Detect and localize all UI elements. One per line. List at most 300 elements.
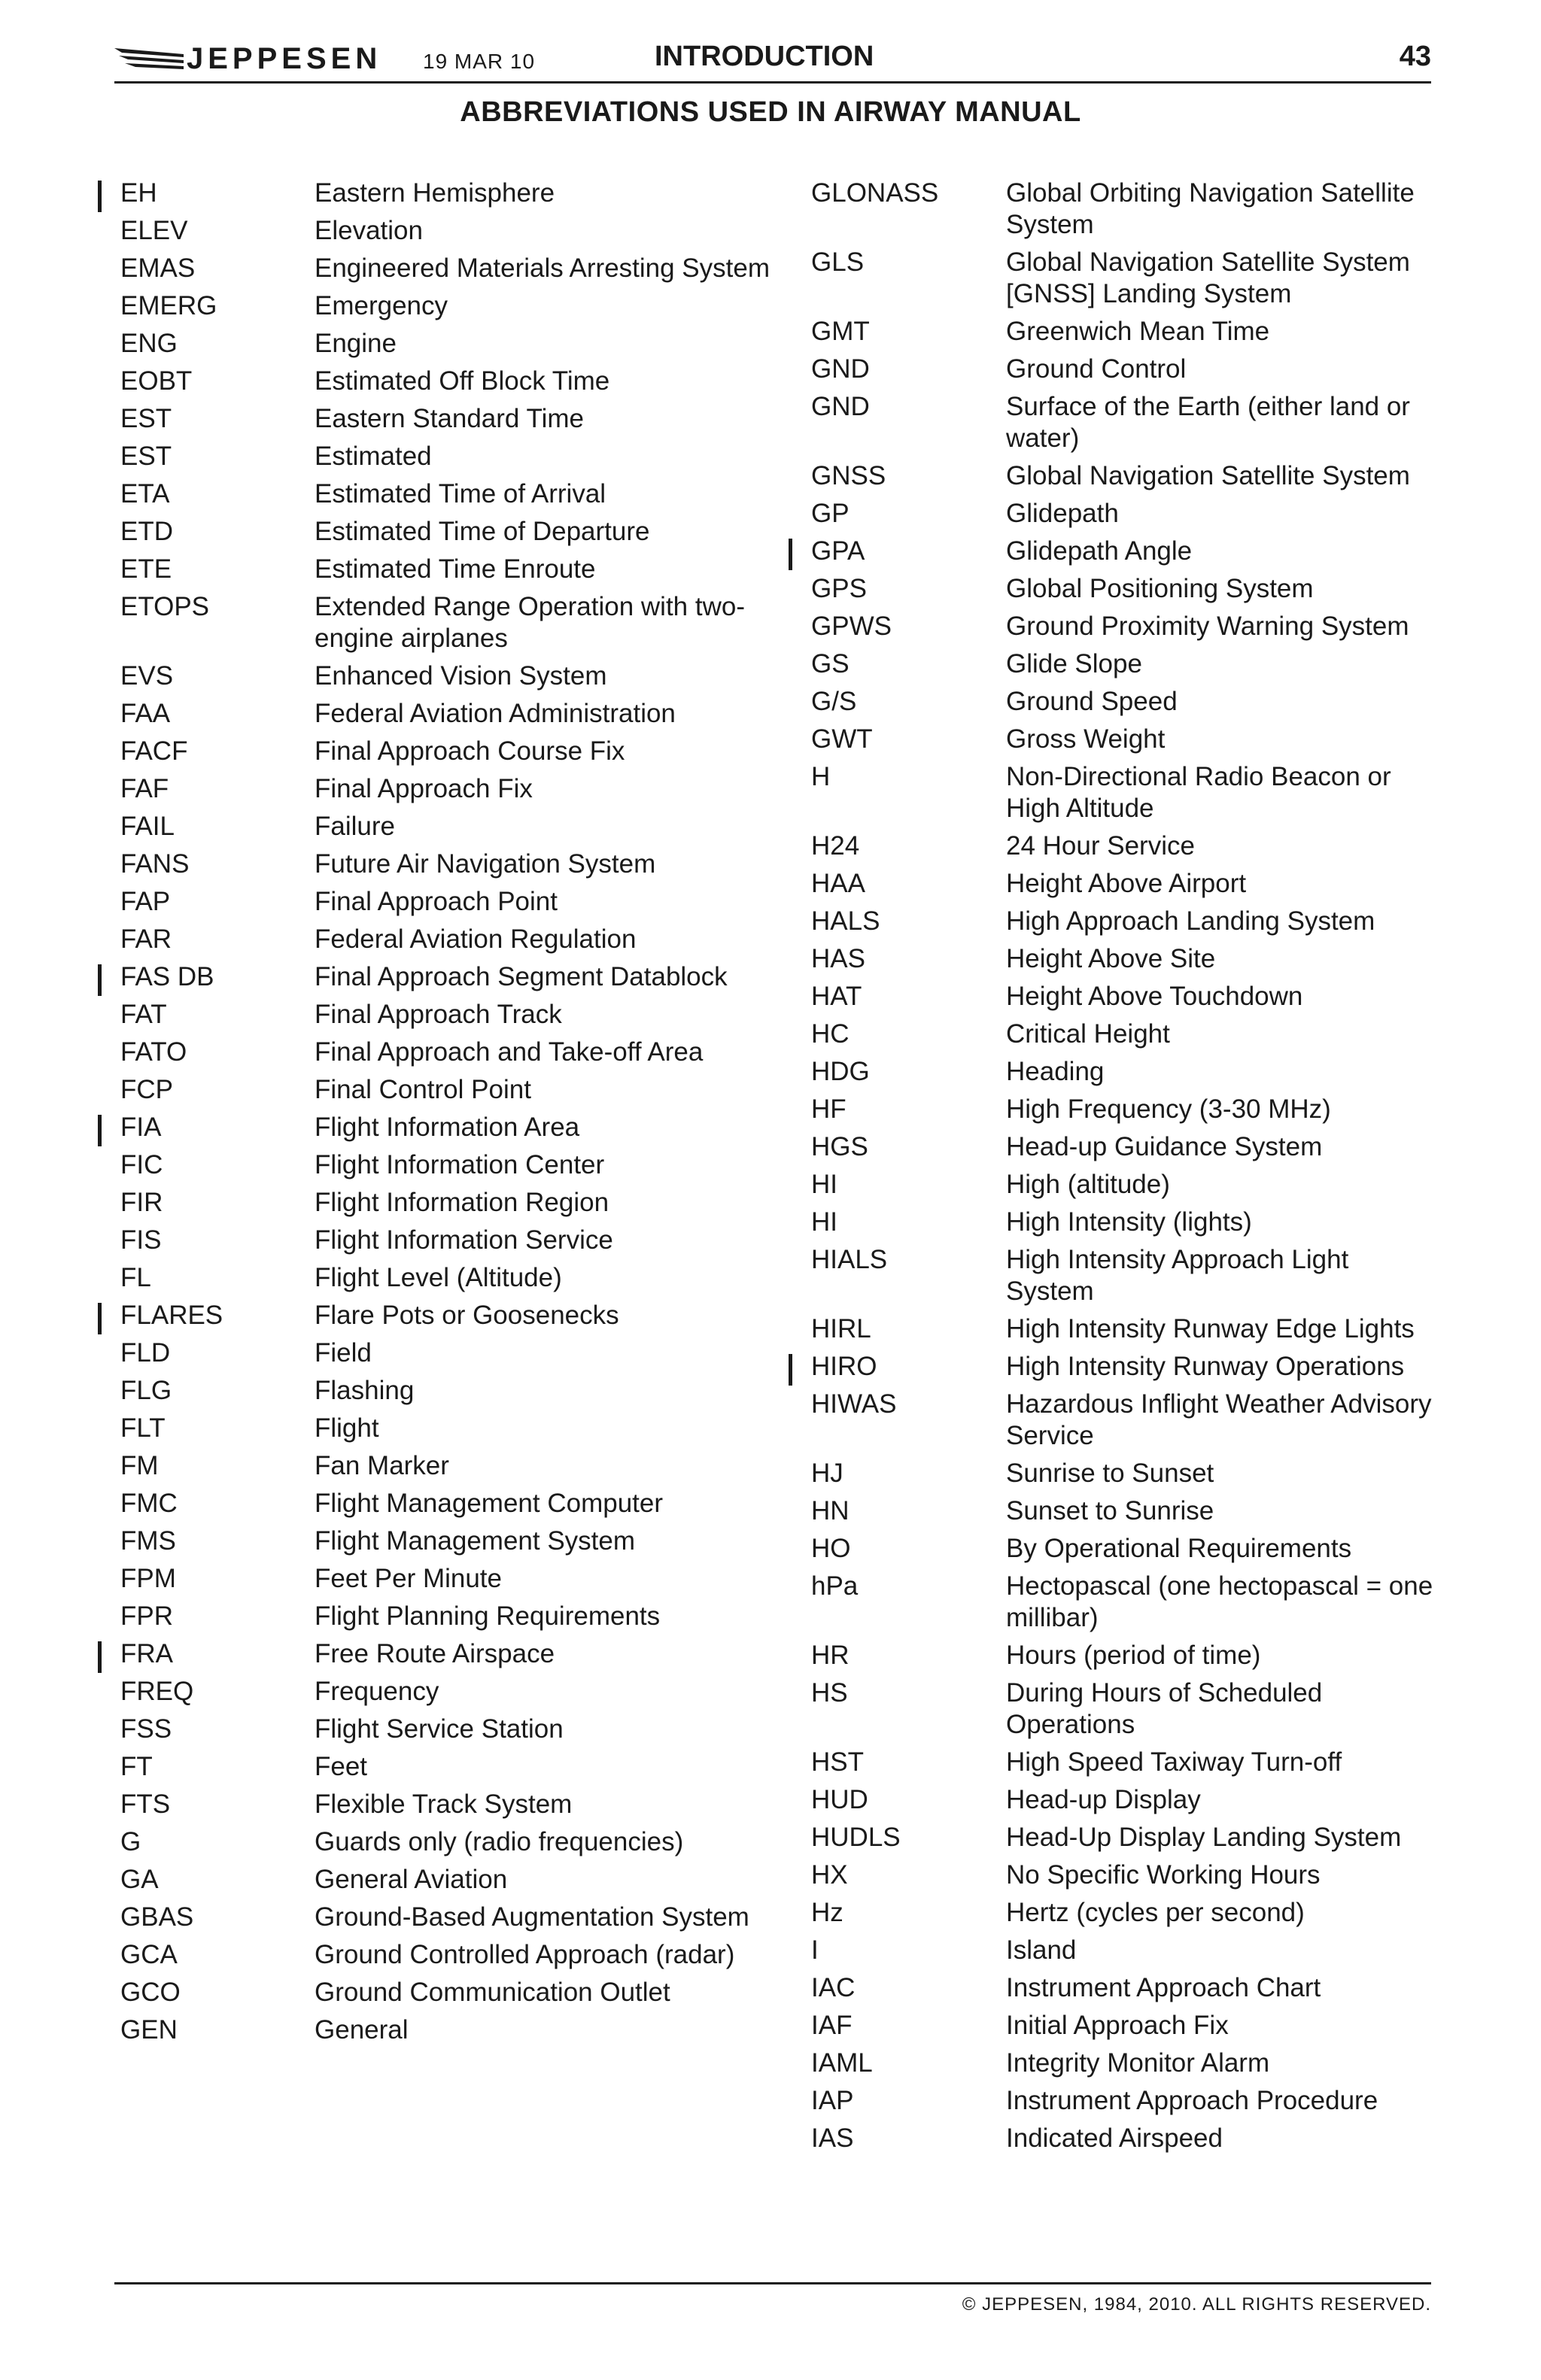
abbreviation: HGS bbox=[811, 1132, 868, 1161]
abbreviation-meaning: Flight Information Area bbox=[315, 1113, 580, 1142]
abbreviation-meaning: Ground Proximity Warning System bbox=[1006, 612, 1409, 641]
abbreviation-meaning: Critical Height bbox=[1006, 1019, 1170, 1049]
abbreviation: FANS bbox=[120, 849, 190, 879]
revision-date: 19 MAR 10 bbox=[423, 50, 536, 73]
abbreviation-row bbox=[811, 1389, 1443, 1452]
abbreviation-meaning: Flight bbox=[315, 1413, 379, 1443]
abbreviation: GPS bbox=[811, 574, 867, 603]
abbreviation: ETD bbox=[120, 517, 173, 546]
abbreviation: EST bbox=[120, 404, 172, 433]
abbreviation-row bbox=[120, 1601, 783, 1632]
abbreviation-meaning: Federal Aviation Administration bbox=[315, 699, 676, 728]
abbreviation-meaning: Estimated bbox=[315, 442, 432, 471]
abbreviation-meaning: Hectopascal (one hectopascal = one millibar) bbox=[1006, 1571, 1433, 1632]
abbreviation-meaning: Flight Management Computer bbox=[315, 1489, 663, 1518]
abbreviation-meaning: Island bbox=[1006, 1935, 1077, 1965]
page-header bbox=[114, 33, 1431, 83]
abbreviation: FTS bbox=[120, 1790, 171, 1819]
abbreviation: Hz bbox=[811, 1898, 843, 1927]
abbreviation: hPa bbox=[811, 1571, 859, 1601]
abbreviation: HAT bbox=[811, 982, 862, 1011]
abbreviation-meaning: 24 Hour Service bbox=[1006, 831, 1195, 861]
abbreviation: EOBT bbox=[120, 366, 193, 396]
abbreviation-meaning: Final Approach and Take-off Area bbox=[315, 1037, 704, 1067]
abbreviation: FMC bbox=[120, 1489, 178, 1518]
abbreviation-row bbox=[811, 868, 1443, 900]
abbreviation: HDG bbox=[811, 1057, 870, 1086]
abbreviation: HJ bbox=[811, 1459, 843, 1488]
revision-change-bar bbox=[98, 1641, 102, 1673]
abbreviation-row bbox=[120, 1902, 783, 1933]
abbreviation-row bbox=[811, 1972, 1443, 2004]
abbreviation-meaning: Flexible Track System bbox=[315, 1790, 573, 1819]
abbreviation-row bbox=[120, 1864, 783, 1896]
abbreviation: FL bbox=[120, 1263, 151, 1292]
abbreviation: HAS bbox=[811, 944, 865, 973]
abbreviation-row bbox=[120, 441, 783, 472]
abbreviation: HF bbox=[811, 1094, 846, 1124]
abbreviation-row bbox=[811, 1640, 1443, 1671]
abbreviation-row bbox=[811, 2048, 1443, 2079]
abbreviation: GA bbox=[120, 1865, 159, 1894]
abbreviation: EMERG bbox=[120, 291, 217, 320]
abbreviation-row bbox=[120, 660, 783, 692]
abbreviation: FATO bbox=[120, 1037, 187, 1067]
abbreviation: FLT bbox=[120, 1413, 166, 1443]
abbreviation-meaning: Elevation bbox=[315, 216, 423, 245]
abbreviation-row bbox=[120, 554, 783, 585]
abbreviation-row bbox=[120, 516, 783, 548]
abbreviation: H bbox=[811, 762, 831, 791]
revision-change-bar bbox=[789, 539, 792, 570]
abbreviation-meaning: Final Approach Fix bbox=[315, 774, 533, 803]
abbreviation-meaning: Height Above Site bbox=[1006, 944, 1216, 973]
abbreviation-row bbox=[120, 591, 783, 654]
abbreviation-meaning: High Approach Landing System bbox=[1006, 906, 1375, 936]
abbreviation-meaning: Initial Approach Fix bbox=[1006, 2011, 1229, 2040]
abbreviation-row bbox=[811, 1897, 1443, 1929]
abbreviation: HIRO bbox=[811, 1352, 877, 1381]
abbreviation: GLONASS bbox=[811, 178, 939, 208]
abbreviation-row bbox=[120, 1563, 783, 1595]
abbreviation-meaning: Future Air Navigation System bbox=[315, 849, 656, 879]
abbreviation: FAF bbox=[120, 774, 169, 803]
abbreviation: FM bbox=[120, 1451, 159, 1480]
revision-change-bar bbox=[789, 1354, 792, 1386]
abbreviation: HX bbox=[811, 1860, 848, 1890]
abbreviation: IAML bbox=[811, 2048, 873, 2078]
abbreviation-meaning: Final Approach Course Fix bbox=[315, 736, 625, 766]
abbreviation-row bbox=[811, 761, 1443, 824]
abbreviation: G bbox=[120, 1827, 141, 1856]
abbreviation: ELEV bbox=[120, 216, 188, 245]
abbreviation: ETOPS bbox=[120, 592, 210, 621]
abbreviation: FRA bbox=[120, 1639, 173, 1668]
abbreviation-row bbox=[811, 2010, 1443, 2042]
abbreviation-meaning: Hertz (cycles per second) bbox=[1006, 1898, 1305, 1927]
abbreviation-meaning: Global Orbiting Navigation Satellite System bbox=[1006, 178, 1415, 239]
copyright-notice: © JEPPESEN, 1984, 2010. ALL RIGHTS RESERVED. bbox=[962, 2294, 1431, 2315]
left-abbreviation-column bbox=[120, 178, 783, 2052]
abbreviation-meaning: Estimated Off Block Time bbox=[315, 366, 610, 396]
abbreviation-meaning: Estimated Time Enroute bbox=[315, 554, 596, 584]
abbreviation-meaning: Hours (period of time) bbox=[1006, 1641, 1261, 1670]
abbreviation: G/S bbox=[811, 687, 857, 716]
abbreviation-row bbox=[120, 366, 783, 397]
abbreviation-row bbox=[120, 253, 783, 284]
abbreviation: FLARES bbox=[120, 1301, 223, 1330]
abbreviation-meaning: Non-Directional Radio Beacon or High Altitude bbox=[1006, 762, 1391, 823]
abbreviation-row bbox=[811, 536, 1443, 567]
abbreviation-row bbox=[120, 924, 783, 955]
abbreviation-row bbox=[120, 1262, 783, 1294]
abbreviation-meaning: Flight Service Station bbox=[315, 1714, 564, 1744]
abbreviation-meaning: Glidepath bbox=[1006, 499, 1119, 528]
abbreviation-meaning: Final Approach Track bbox=[315, 1000, 562, 1029]
abbreviation-meaning: Engine bbox=[315, 329, 397, 358]
abbreviation-row bbox=[811, 2085, 1443, 2117]
abbreviation-row bbox=[120, 1375, 783, 1407]
abbreviation-meaning: Estimated Time of Departure bbox=[315, 517, 650, 546]
abbreviation-meaning: Flight Information Region bbox=[315, 1188, 609, 1217]
abbreviation: FCP bbox=[120, 1075, 173, 1104]
abbreviation: HALS bbox=[811, 906, 880, 936]
abbreviation-row bbox=[811, 391, 1443, 454]
abbreviation: GCO bbox=[120, 1978, 181, 2007]
abbreviation-meaning: Flight Information Service bbox=[315, 1225, 613, 1255]
abbreviation-meaning: High (altitude) bbox=[1006, 1170, 1170, 1199]
abbreviation-meaning: Greenwich Mean Time bbox=[1006, 317, 1270, 346]
abbreviation-meaning: Final Approach Segment Datablock bbox=[315, 962, 728, 991]
revision-change-bar bbox=[98, 964, 102, 996]
abbreviation-meaning: Height Above Airport bbox=[1006, 869, 1247, 898]
abbreviation: IAS bbox=[811, 2123, 854, 2153]
abbreviation-row bbox=[811, 1207, 1443, 1238]
abbreviation-meaning: Flight Planning Requirements bbox=[315, 1601, 661, 1631]
abbreviation-meaning: Sunset to Sunrise bbox=[1006, 1496, 1214, 1525]
abbreviation-meaning: Extended Range Operation with two-engine airplanes bbox=[315, 592, 745, 653]
abbreviation-meaning: By Operational Requirements bbox=[1006, 1534, 1352, 1563]
abbreviation-row bbox=[811, 1822, 1443, 1853]
abbreviation-row bbox=[811, 1351, 1443, 1383]
abbreviation: ENG bbox=[120, 329, 178, 358]
abbreviation-row bbox=[120, 1714, 783, 1745]
abbreviation-row bbox=[120, 1450, 783, 1482]
abbreviation-row bbox=[811, 1458, 1443, 1489]
abbreviation: H24 bbox=[811, 831, 860, 861]
abbreviation: FSS bbox=[120, 1714, 172, 1744]
abbreviation: ETA bbox=[120, 479, 170, 508]
abbreviation-row bbox=[811, 316, 1443, 348]
abbreviation-meaning: Heading bbox=[1006, 1057, 1105, 1086]
abbreviation-row bbox=[120, 1638, 783, 1670]
abbreviation: FACF bbox=[120, 736, 188, 766]
abbreviation-meaning: Flare Pots or Goosenecks bbox=[315, 1301, 619, 1330]
abbreviation: EH bbox=[120, 178, 157, 208]
abbreviation-row bbox=[811, 178, 1443, 241]
abbreviation-meaning: Ground Communication Outlet bbox=[315, 1978, 670, 2007]
abbreviation-meaning: Integrity Monitor Alarm bbox=[1006, 2048, 1270, 2078]
abbreviation-row bbox=[120, 403, 783, 435]
abbreviation-meaning: High Speed Taxiway Turn-off bbox=[1006, 1747, 1342, 1777]
abbreviation: FAT bbox=[120, 1000, 167, 1029]
abbreviation-row bbox=[120, 1826, 783, 1858]
abbreviation-meaning: Glidepath Angle bbox=[1006, 536, 1193, 566]
abbreviation-meaning: Ground Controlled Approach (radar) bbox=[315, 1940, 735, 1969]
abbreviation-meaning: Height Above Touchdown bbox=[1006, 982, 1303, 1011]
abbreviation: HIALS bbox=[811, 1245, 888, 1274]
abbreviation: HUD bbox=[811, 1785, 868, 1814]
abbreviation: GND bbox=[811, 354, 870, 384]
abbreviation: I bbox=[811, 1935, 819, 1965]
abbreviation-meaning: Feet Per Minute bbox=[315, 1564, 502, 1593]
abbreviation: ETE bbox=[120, 554, 172, 584]
abbreviation-meaning: Head-Up Display Landing System bbox=[1006, 1823, 1402, 1852]
abbreviation-row bbox=[811, 1169, 1443, 1201]
abbreviation-meaning: Emergency bbox=[315, 291, 448, 320]
abbreviation-row bbox=[811, 2123, 1443, 2154]
abbreviation-row bbox=[811, 1244, 1443, 1307]
abbreviation: FLG bbox=[120, 1376, 172, 1405]
abbreviation-meaning: Engineered Materials Arresting System bbox=[315, 253, 770, 283]
abbreviation-row bbox=[120, 961, 783, 993]
abbreviation-meaning: No Specific Working Hours bbox=[1006, 1860, 1321, 1890]
abbreviation-row bbox=[811, 1677, 1443, 1741]
abbreviation-meaning: Hazardous Inflight Weather Advisory Service bbox=[1006, 1389, 1432, 1450]
abbreviation: HR bbox=[811, 1641, 850, 1670]
abbreviation-row bbox=[120, 1676, 783, 1708]
abbreviation: HIRL bbox=[811, 1314, 871, 1343]
abbreviation: HN bbox=[811, 1496, 850, 1525]
abbreviation-meaning: Instrument Approach Procedure bbox=[1006, 2086, 1378, 2115]
revision-change-bar bbox=[98, 181, 102, 212]
abbreviation: FAS DB bbox=[120, 962, 214, 991]
abbreviation-row bbox=[811, 1935, 1443, 1966]
section-title: INTRODUCTION bbox=[655, 41, 874, 72]
abbreviation-meaning: Guards only (radio frequencies) bbox=[315, 1827, 684, 1856]
abbreviation: FAIL bbox=[120, 812, 175, 841]
revision-change-bar bbox=[98, 1115, 102, 1146]
abbreviation: FAR bbox=[120, 924, 172, 954]
abbreviation: HC bbox=[811, 1019, 850, 1049]
abbreviation-meaning: Ground Speed bbox=[1006, 687, 1178, 716]
abbreviation: HAA bbox=[811, 869, 865, 898]
abbreviation-row bbox=[120, 1413, 783, 1444]
abbreviation-meaning: Fan Marker bbox=[315, 1451, 449, 1480]
abbreviation-row bbox=[811, 611, 1443, 642]
abbreviation-row bbox=[811, 460, 1443, 492]
abbreviation-row bbox=[120, 1187, 783, 1219]
abbreviation: HS bbox=[811, 1678, 848, 1708]
abbreviation: HI bbox=[811, 1170, 837, 1199]
page-number: 43 bbox=[1399, 41, 1431, 72]
abbreviation-meaning: Head-up Guidance System bbox=[1006, 1132, 1323, 1161]
abbreviation-row bbox=[120, 178, 783, 209]
abbreviation: IAF bbox=[811, 2011, 853, 2040]
abbreviation-row bbox=[120, 1789, 783, 1820]
abbreviation: FPM bbox=[120, 1564, 176, 1593]
abbreviation-meaning: Field bbox=[315, 1338, 372, 1368]
abbreviation-meaning: Feet bbox=[315, 1752, 368, 1781]
abbreviation-row bbox=[120, 848, 783, 880]
abbreviation-meaning: Flashing bbox=[315, 1376, 415, 1405]
logo-text: JEPPESEN bbox=[187, 42, 382, 75]
abbreviation: HUDLS bbox=[811, 1823, 901, 1852]
abbreviation-row bbox=[120, 773, 783, 805]
abbreviation: GNSS bbox=[811, 461, 886, 490]
abbreviation-meaning: Surface of the Earth (either land or water) bbox=[1006, 392, 1410, 453]
abbreviation-row bbox=[120, 1074, 783, 1106]
abbreviation-row bbox=[120, 1337, 783, 1369]
abbreviation-meaning: Federal Aviation Regulation bbox=[315, 924, 637, 954]
abbreviation-meaning: High Intensity Approach Light System bbox=[1006, 1245, 1349, 1306]
abbreviation: EST bbox=[120, 442, 172, 471]
abbreviation-row bbox=[811, 1533, 1443, 1565]
abbreviation-row bbox=[120, 886, 783, 918]
abbreviation: FIS bbox=[120, 1225, 162, 1255]
abbreviation-row bbox=[120, 1525, 783, 1557]
abbreviation-row bbox=[811, 1571, 1443, 1634]
abbreviation: IAP bbox=[811, 2086, 854, 2115]
abbreviation-meaning: High Frequency (3-30 MHz) bbox=[1006, 1094, 1331, 1124]
abbreviation-row bbox=[811, 1094, 1443, 1125]
abbreviation-row bbox=[811, 573, 1443, 605]
abbreviation: FREQ bbox=[120, 1677, 194, 1706]
abbreviation-meaning: Eastern Hemisphere bbox=[315, 178, 555, 208]
abbreviation-row bbox=[811, 1495, 1443, 1527]
abbreviation-row bbox=[120, 698, 783, 730]
abbreviation-row bbox=[120, 1977, 783, 2008]
abbreviation-meaning: High Intensity Runway Operations bbox=[1006, 1352, 1405, 1381]
abbreviation-meaning: Global Navigation Satellite System [GNSS] Landing System bbox=[1006, 247, 1410, 308]
jeppesen-wing-icon bbox=[114, 45, 184, 72]
abbreviation-meaning: Ground Control bbox=[1006, 354, 1187, 384]
abbreviation: GCA bbox=[120, 1940, 178, 1969]
abbreviation-row bbox=[811, 1747, 1443, 1778]
abbreviation-meaning: Flight Management System bbox=[315, 1526, 636, 1556]
abbreviation: HO bbox=[811, 1534, 851, 1563]
abbreviation-row bbox=[811, 1056, 1443, 1088]
abbreviation: IAC bbox=[811, 1973, 856, 2002]
abbreviation: EMAS bbox=[120, 253, 196, 283]
abbreviation-row bbox=[120, 1225, 783, 1256]
abbreviation-meaning: Head-up Display bbox=[1006, 1785, 1201, 1814]
abbreviation: EVS bbox=[120, 661, 174, 691]
revision-change-bar bbox=[98, 1303, 102, 1334]
abbreviation: GEN bbox=[120, 2015, 178, 2045]
abbreviation-meaning: Final Approach Point bbox=[315, 887, 558, 916]
abbreviation-meaning: High Intensity Runway Edge Lights bbox=[1006, 1314, 1415, 1343]
header-rule bbox=[114, 81, 1431, 83]
abbreviation-row bbox=[811, 1859, 1443, 1891]
abbreviation-row bbox=[811, 1131, 1443, 1163]
abbreviation-row bbox=[120, 478, 783, 510]
abbreviation: FIC bbox=[120, 1150, 163, 1179]
abbreviation-meaning: Eastern Standard Time bbox=[315, 404, 584, 433]
abbreviation: FAP bbox=[120, 887, 171, 916]
abbreviation-meaning: Flight Level (Altitude) bbox=[315, 1263, 562, 1292]
abbreviation: HST bbox=[811, 1747, 864, 1777]
abbreviation-row bbox=[811, 648, 1443, 680]
abbreviation-row bbox=[120, 1037, 783, 1068]
abbreviation-row bbox=[811, 981, 1443, 1012]
abbreviation-row bbox=[120, 2014, 783, 2046]
abbreviation: GPA bbox=[811, 536, 865, 566]
abbreviation-meaning: Ground-Based Augmentation System bbox=[315, 1902, 749, 1932]
abbreviation-row bbox=[120, 1939, 783, 1971]
abbreviation-row bbox=[811, 943, 1443, 975]
abbreviation: FAA bbox=[120, 699, 171, 728]
abbreviation-meaning: High Intensity (lights) bbox=[1006, 1207, 1252, 1237]
abbreviation-row bbox=[120, 290, 783, 322]
abbreviation-row bbox=[811, 247, 1443, 310]
abbreviation: GMT bbox=[811, 317, 870, 346]
abbreviation-row bbox=[120, 1149, 783, 1181]
abbreviation-meaning: General bbox=[315, 2015, 409, 2045]
abbreviation-row bbox=[811, 354, 1443, 385]
abbreviation-row bbox=[120, 999, 783, 1031]
abbreviation-row bbox=[811, 1018, 1443, 1050]
abbreviation: FIA bbox=[120, 1113, 162, 1142]
abbreviation-meaning: General Aviation bbox=[315, 1865, 508, 1894]
abbreviation-meaning: Sunrise to Sunset bbox=[1006, 1459, 1214, 1488]
abbreviation: GBAS bbox=[120, 1902, 194, 1932]
abbreviation-meaning: Indicated Airspeed bbox=[1006, 2123, 1223, 2153]
abbreviation-row bbox=[811, 830, 1443, 862]
abbreviation: FMS bbox=[120, 1526, 176, 1556]
abbreviation-meaning: Failure bbox=[315, 812, 395, 841]
abbreviation-row bbox=[811, 724, 1443, 755]
abbreviation: HI bbox=[811, 1207, 837, 1237]
abbreviation-meaning: Global Navigation Satellite System bbox=[1006, 461, 1410, 490]
abbreviation-row bbox=[120, 215, 783, 247]
abbreviation-meaning: Instrument Approach Chart bbox=[1006, 1973, 1321, 2002]
abbreviation-meaning: Enhanced Vision System bbox=[315, 661, 607, 691]
abbreviation: GND bbox=[811, 392, 870, 421]
abbreviation: HIWAS bbox=[811, 1389, 897, 1419]
abbreviation: GWT bbox=[811, 724, 873, 754]
abbreviation-meaning: Estimated Time of Arrival bbox=[315, 479, 606, 508]
page-title: ABBREVIATIONS USED IN AIRWAY MANUAL bbox=[460, 96, 1081, 128]
abbreviation-row bbox=[120, 1112, 783, 1143]
abbreviation-row bbox=[120, 328, 783, 360]
abbreviation-row bbox=[120, 1751, 783, 1783]
abbreviation: FIR bbox=[120, 1188, 163, 1217]
abbreviation-row bbox=[811, 1784, 1443, 1816]
right-abbreviation-column bbox=[811, 178, 1443, 2160]
abbreviation-meaning: Glide Slope bbox=[1006, 649, 1142, 678]
abbreviation: GS bbox=[811, 649, 850, 678]
footer-rule bbox=[114, 2282, 1431, 2284]
abbreviation: GPWS bbox=[811, 612, 892, 641]
abbreviation-row bbox=[811, 686, 1443, 718]
abbreviation: FLD bbox=[120, 1338, 171, 1368]
abbreviation-meaning: During Hours of Scheduled Operations bbox=[1006, 1678, 1323, 1739]
abbreviation-row bbox=[811, 1313, 1443, 1345]
abbreviation-row bbox=[811, 906, 1443, 937]
abbreviation-meaning: Gross Weight bbox=[1006, 724, 1166, 754]
abbreviation-meaning: Final Control Point bbox=[315, 1075, 531, 1104]
jeppesen-logo bbox=[114, 44, 381, 74]
abbreviation-row bbox=[120, 1488, 783, 1519]
abbreviation-meaning: Free Route Airspace bbox=[315, 1639, 555, 1668]
abbreviation-meaning: Frequency bbox=[315, 1677, 439, 1706]
abbreviation: GLS bbox=[811, 247, 865, 277]
abbreviation: GP bbox=[811, 499, 850, 528]
abbreviation-meaning: Flight Information Center bbox=[315, 1150, 605, 1179]
abbreviation-row bbox=[120, 736, 783, 767]
abbreviation-row bbox=[120, 1300, 783, 1331]
